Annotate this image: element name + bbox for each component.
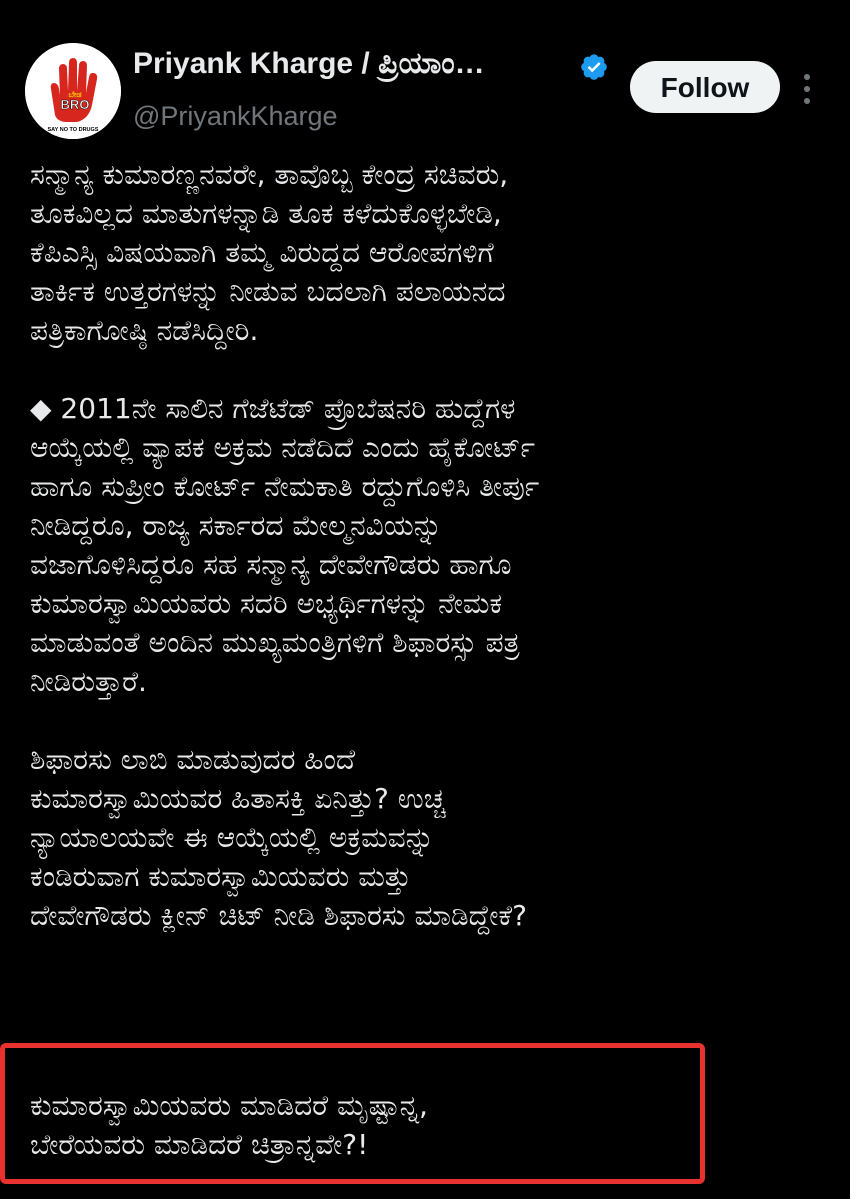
avatar-bottom-text: SAY NO TO DRUGS: [47, 127, 99, 133]
text-line: ಕುಮಾರಸ್ವಾಮಿಯವರ ಹಿತಾಸಕ್ತಿ ಏನಿತ್ತು? ಉಚ್ಚ: [30, 782, 446, 815]
text-line: ದೇವೇಗೌಡರು ಕ್ಲೀನ್ ಚಿಟ್ ನೀಡಿ ಶಿಫಾರಸು ಮಾಡಿದ್ದೇಕೆ?: [30, 899, 528, 932]
more-options-icon[interactable]: [795, 69, 819, 109]
text-line: ಪತ್ರಿಕಾಗೋಷ್ಠಿ ನಡೆಸಿದ್ದೀರಿ.: [30, 314, 259, 347]
avatar-mid-text: BRO: [60, 97, 90, 112]
text-line: ಸನ್ಮಾನ್ಯ ಕುಮಾರಣ್ಣನವರೇ, ತಾವೊಬ್ಬ ಕೇಂದ್ರ ಸಚಿವರು,: [30, 158, 509, 191]
tweet-paragraph-3: [30, 740, 830, 935]
paragraph-gap: [30, 350, 830, 389]
text-line: ಶಿಫಾರಸು ಲಾಬಿ ಮಾಡುವುದರ ಹಿಂದೆ: [30, 743, 356, 776]
paragraph-gap: [30, 701, 830, 740]
text-line: ವಜಾಗೊಳಿಸಿದ್ದರೂ ಸಹ ಸನ್ಮಾನ್ಯ ದೇವೇಗೌಡರು ಹಾಗೂ: [30, 548, 512, 581]
tweet-text: [30, 155, 830, 935]
avatar[interactable]: [25, 43, 121, 139]
text-line: ಹಾಗೂ ಸುಪ್ರೀಂ ಕೋರ್ಟ್ ನೇಮಕಾತಿ ರದ್ದುಗೊಳಿಸಿ ತೀರ್ಪು: [30, 470, 540, 503]
text-line: ನೀಡಿರುತ್ತಾರೆ.: [30, 665, 147, 698]
tweet-paragraph-2: [30, 389, 830, 701]
display-name[interactable]: Priyank Kharge / ಪ್ರಿಯಾಂ…: [133, 47, 485, 80]
text-line: ಕುಮಾರಸ್ವಾಮಿಯವರು ಸದರಿ ಅಭ್ಯರ್ಥಿಗಳನ್ನು ನೇಮಕ: [30, 587, 503, 620]
text-line: ಕಂಡಿರುವಾಗ ಕುಮಾರಸ್ವಾಮಿಯವರು ಮತ್ತು: [30, 860, 411, 893]
text-line: ನ್ಯಾಯಾಲಯವೇ ಈ ಆಯ್ಕೆಯಲ್ಲಿ ಅಕ್ರಮವನ್ನು: [30, 821, 434, 854]
user-handle[interactable]: @PriyankKharge: [133, 101, 338, 131]
text-line: ನೀಡಿದ್ದರೂ, ರಾಜ್ಯ ಸರ್ಕಾರದ ಮೇಲ್ಮನವಿಯನ್ನು: [30, 509, 442, 542]
text-line: ತಾರ್ಕಿಕ ಉತ್ತರಗಳನ್ನು ನೀಡುವ ಬದಲಾಗಿ ಪಲಾಯನದ: [30, 275, 506, 308]
verified-badge-icon: [579, 52, 609, 82]
tweet-paragraph-4: [30, 1086, 710, 1164]
avatar-logo-icon: [25, 43, 121, 139]
text-line: ◆ 2011ನೇ ಸಾಲಿನ ಗೆಜೆಟೆಡ್ ಪ್ರೊಬೆಷನರಿ ಹುದ್ದೆಗಳ: [30, 392, 516, 425]
text-line: ಆಯ್ಕೆಯಲ್ಲಿ ವ್ಯಾಪಕ ಅಕ್ರಮ ನಡೆದಿದೆ ಎಂದು ಹೈಕೋರ್ಟ್: [30, 431, 536, 464]
tweet-paragraph-1: [30, 155, 830, 350]
text-line: ಕುಮಾರಸ್ವಾಮಿಯವರು ಮಾಡಿದರೆ ಮೃಷ್ಟಾನ್ನ,: [30, 1089, 428, 1122]
tweet-header: [0, 0, 850, 150]
text-line: ಬೇರೆಯವರು ಮಾಡಿದರೆ ಚಿತ್ರಾನ್ನವೇ?!: [30, 1128, 369, 1161]
avatar-top-text: ಬೇಡ: [68, 90, 82, 99]
text-line: ಮಾಡುವಂತೆ ಅಂದಿನ ಮುಖ್ಯಮಂತ್ರಿಗಳಿಗೆ ಶಿಫಾರಸ್ಸು ಪತ್ರ: [30, 626, 520, 659]
follow-button[interactable]: Follow: [630, 61, 780, 113]
text-line: ಕೆಪಿಎಸ್ಸಿ ವಿಷಯವಾಗಿ ತಮ್ಮ ವಿರುದ್ದದ ಆರೋಪಗಳಿಗೆ: [30, 236, 494, 269]
text-line: ತೂಕವಿಲ್ಲದ ಮಾತುಗಳನ್ನಾಡಿ ತೂಕ ಕಳೆದುಕೊಳ್ಳಬೇಡಿ,: [30, 197, 502, 230]
